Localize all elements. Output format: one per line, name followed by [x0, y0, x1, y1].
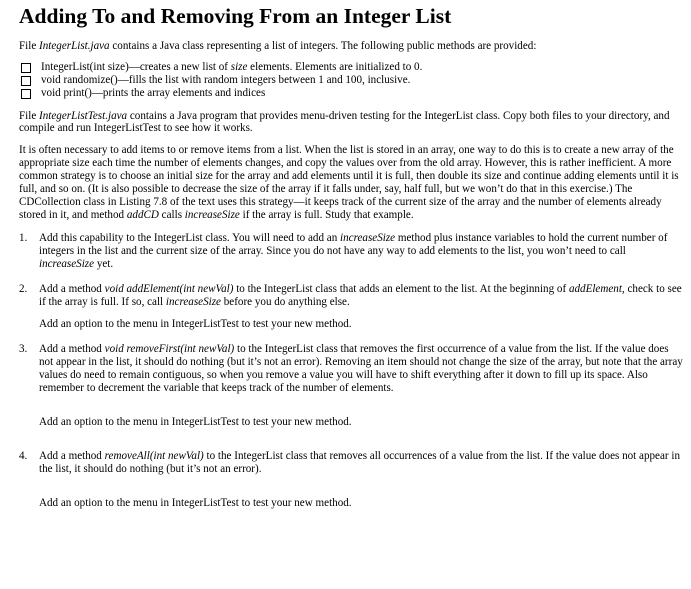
task-subnote: Add an option to the menu in IntegerListTest to test your new method. [39, 496, 352, 509]
task-body: Add a method removeAll(int newVal) to the IntegerList class that removes all occurrences of a value from the list. If the value does not appear in the list, it should do nothing (but it’s not an error). Add an option to the menu in IntegerListTest to test your new method. [39, 450, 683, 510]
method-list [19, 61, 683, 101]
test-file-paragraph: File IntegerListTest.java contains a Java program that provides menu-driven testing for the IntegerList class. Copy both files to your directory, and compile and run IntegerListTest to see how it works. [19, 109, 670, 135]
task-subnote: Add an option to the menu in IntegerListTest to test your new method. [39, 415, 352, 428]
method-name: increaseSize [184, 208, 240, 221]
task-body: Add a method void removeFirst(int newVal) to the IntegerList class that removes the first occurrence of a value from the list. If the value does not appear in the list, it should do nothing (but it’s not an error). Removing an item should not change the size of the array, but note that the array values do need to remain contiguous, so when you remove a value you will have to shift everything after it down to fill up its space. Also remember to decrement the variable that keeps track of the number of elements. Add an option to the menu in IntegerListTest to test your new method. [39, 343, 683, 428]
task-item [19, 450, 683, 510]
task-number: 2. [19, 283, 28, 296]
strategy-paragraph: It is often necessary to add items to or remove items from a list. When the list is stored in an array, one way to do this is to create a new array of the appropriate size each time the number of elements changes, and copy the values over from the old array. However, this is rather inefficient. A more common strategy is to choose an initial size for the array and add elements until it is full, then double its size and continue adding elements until it is full, and so on. (It is also possible to decrease the size of the array if it falls under, say, half full, but we won’t do that in this exercise.) The CDCollection class in Listing 7.8 of the text uses this strategy—it keeps track of the current size of the array and the number of elements already stored in it, and method addCD calls increaseSize if the array is full. Study that example. [19, 144, 679, 221]
method-text: void randomize()—fills the list with random integers between 1 and 100, inclusive. [41, 74, 411, 87]
task-item [19, 232, 683, 271]
method-text: IntegerList(int size)—creates a new list of size elements. Elements are initialized to 0. [41, 60, 423, 73]
task-item [19, 343, 683, 429]
task-number: 3. [19, 343, 28, 356]
task-number: 1. [19, 231, 28, 244]
checkbox-bullet-icon [21, 89, 31, 99]
method-item [19, 87, 683, 100]
test-filename: IntegerListTest.java [39, 109, 128, 122]
checkbox-bullet-icon [21, 63, 31, 73]
method-name: addCD [126, 208, 159, 221]
intro-paragraph [19, 40, 683, 53]
method-text: void print()—prints the array elements and indices [41, 87, 266, 100]
intro-filename: IntegerList.java [39, 40, 110, 52]
task-list [19, 232, 683, 510]
intro-text: File [19, 40, 40, 52]
task-body: Add a method void addElement(int newVal) to the IntegerList class that adds an element to the list. At the beginning of addElement, check to see if the array is full. If so, call increaseSize before you do anything else. Add an option to the menu in IntegerListTest to test your new method. [39, 283, 682, 331]
page-title: Adding To and Removing From an Integer List [19, 4, 452, 28]
task-subnote: Add an option to the menu in IntegerListTest to test your new method. [39, 318, 352, 331]
task-body: Add this capability to the IntegerList class. You will need to add an increaseSize method plus instance variables to hold the current number of integers in the list and the current size of the array. Since you do not have any way to add elements to the list, you won’t need to call increaseSize yet. [39, 231, 668, 270]
checkbox-bullet-icon [21, 76, 31, 86]
task-number: 4. [19, 449, 28, 462]
intro-text-end: contains a Java class representing a list of integers. The following public methods are provided: [109, 40, 537, 52]
task-item [19, 283, 683, 331]
method-item [19, 74, 683, 87]
method-item [19, 61, 683, 74]
